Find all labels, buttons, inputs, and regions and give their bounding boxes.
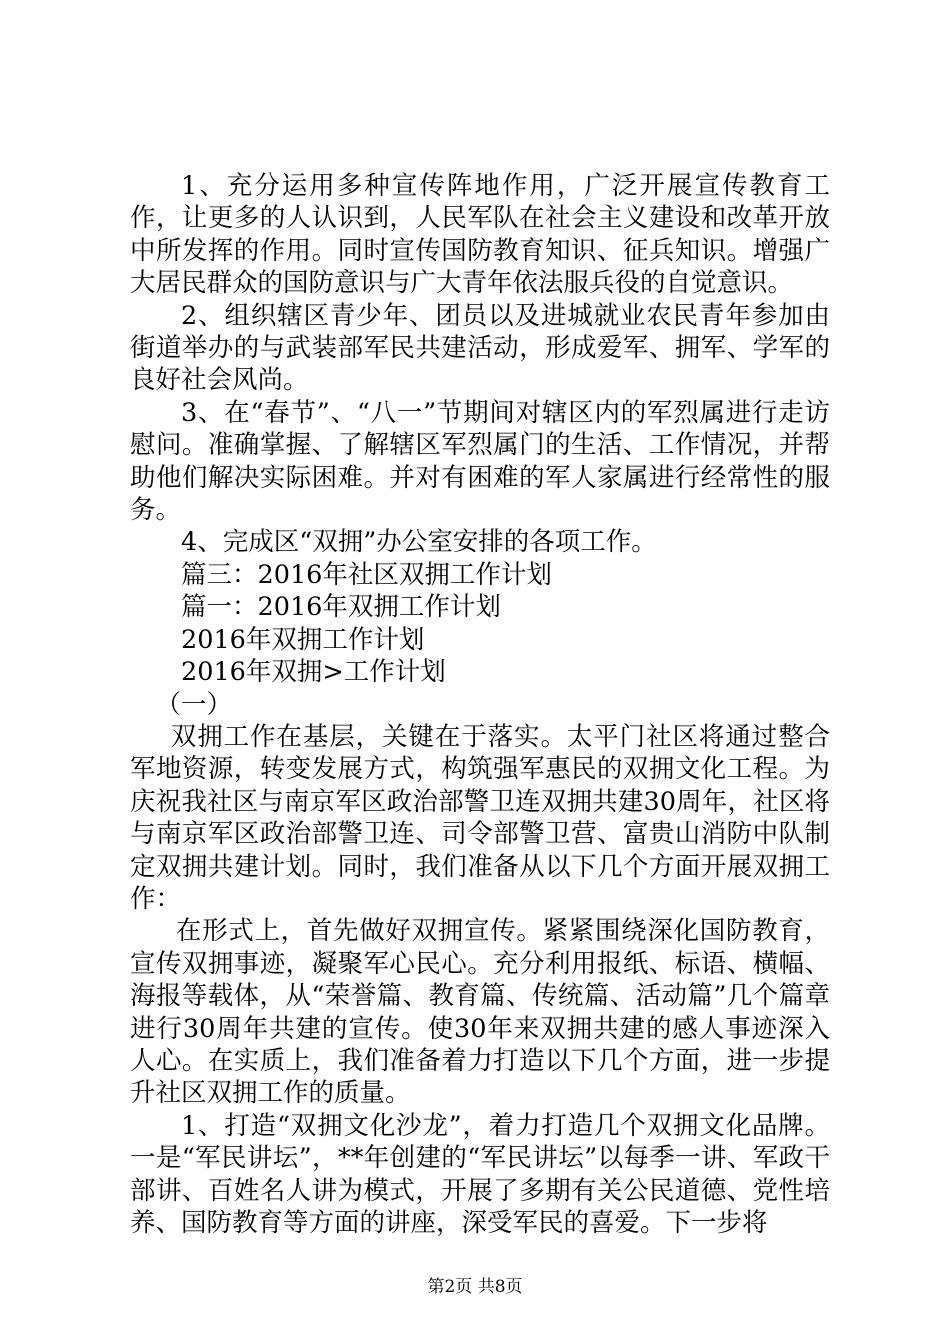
- paragraph-cultural-salon: 1、打造“双拥文化沙龙”，着力打造几个双拥文化品牌。一是“军民讲坛”，**年创建的“军民讲坛”以每季一讲、军政干部讲、百姓名人讲为模式，开展了多期有关公民道德、党性培养、国防教育等方面的讲座，深受军民的喜爱。下一步将: [130, 1110, 830, 1238]
- paragraph-office-tasks: 4、完成区“双拥”办公室安排的各项工作。: [181, 527, 657, 558]
- heading-part-one: 篇一：2016年双拥工作计划: [181, 592, 501, 623]
- paragraph-holiday-visits: 3、在“春节”、“八一”节期间对辖区内的军烈属进行走访慰问。准确掌握、了解辖区军烈属门的生活、工作情况，并帮助他们解决实际困难。并对有困难的军人家属进行经常性的服务。: [130, 397, 830, 526]
- page-number-footer: 第2页 共8页: [427, 1277, 523, 1297]
- paragraph-youth-activities: 2、组织辖区青少年、团员以及进城就业农民青年参加由街道举办的与武装部军民共建活动，形成爱军、拥军、学军的良好社会风尚。: [130, 300, 830, 396]
- paragraph-publicity: 1、充分运用多种宣传阵地作用，广泛开展宣传教育工作，让更多的人认识到，人民军队在社会主义建设和改革开放中所发挥的作用。同时宣传国防教育知识、征兵知识。增强广大居民群众的国防意识与广大青年依法服兵役的自觉意识。: [130, 171, 830, 299]
- document-body: [130, 170, 830, 1239]
- heading-plan-title-link: 2016年双拥>工作计划: [181, 657, 446, 688]
- heading-part-three: 篇三：2016年社区双拥工作计划: [181, 559, 552, 590]
- heading-section-one: （一）: [155, 689, 233, 720]
- heading-plan-title: 2016年双拥工作计划: [181, 624, 425, 655]
- paragraph-grassroots-work: 双拥工作在基层，关键在于落实。太平门社区将通过整合军地资源，转变发展方式，构筑强军惠民的双拥文化工程。为庆祝我社区与南京军区政治部警卫连双拥共建30周年，社区将与南京军区政治部警卫连、司令部警卫营、富贵山消防中队制定双拥共建计划。同时，我们准备从以下几个方面开展双拥工作：: [130, 721, 830, 914]
- paragraph-form-and-substance: 在形式上，首先做好双拥宣传。紧紧围绕深化国防教育，宣传双拥事迹，凝聚军心民心。充分利用报纸、标语、横幅、海报等载体，从“荣誉篇、教育篇、传统篇、活动篇”几个篇章进行30周年共建的宣传。使30年来双拥共建的感人事迹深入人心。在实质上，我们准备着力打造以下几个方面，进一步提升社区双拥工作的质量。: [130, 916, 830, 1109]
